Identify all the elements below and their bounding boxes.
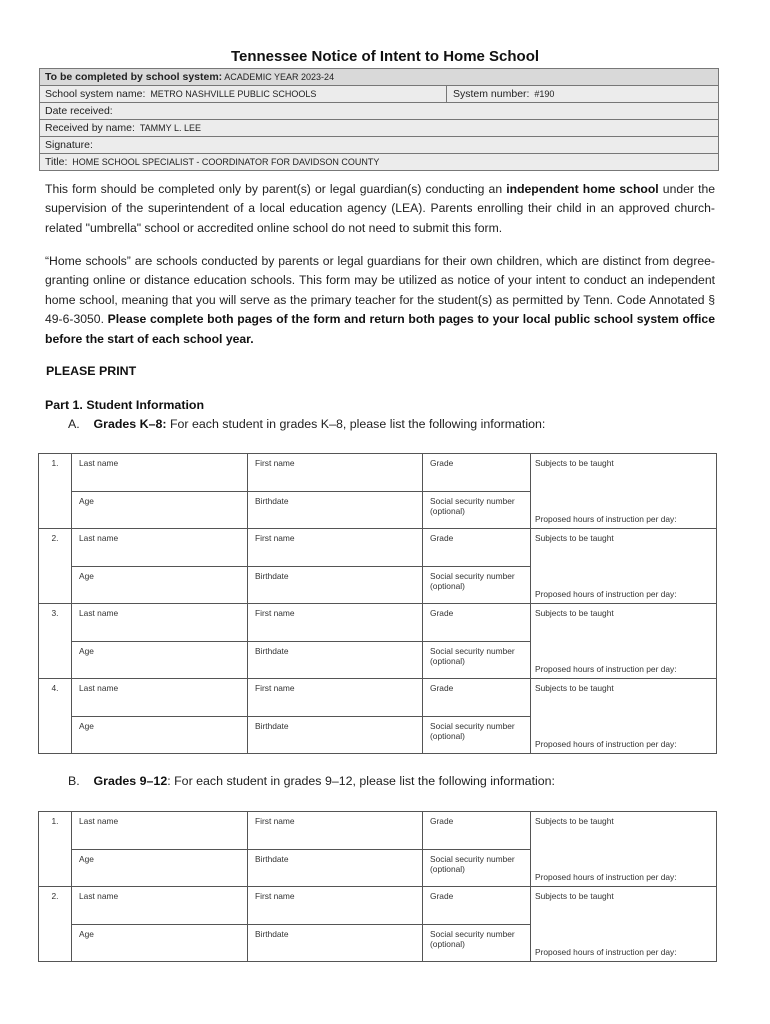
age-field[interactable]: Age [72, 566, 248, 604]
hours-label: Proposed hours of instruction per day: [535, 589, 677, 599]
system-number-cell[interactable] [447, 86, 718, 102]
signature-label: Signature: [45, 139, 93, 151]
student-row-top [39, 887, 717, 925]
birthdate-field[interactable]: Birthdate [248, 566, 423, 604]
intro-p1-bold: independent home school [506, 182, 659, 196]
hours-label: Proposed hours of instruction per day: [535, 947, 677, 957]
first-name-field[interactable]: First name [248, 812, 423, 850]
intro-paragraph-1 [45, 180, 715, 238]
subjects-label: Subjects to be taught [535, 533, 614, 543]
grade-field[interactable]: Grade [423, 812, 531, 850]
grades-k8-prefix: A. [68, 417, 80, 431]
date-received-row[interactable] [40, 103, 718, 120]
subjects-field[interactable] [531, 887, 717, 962]
subjects-field[interactable] [531, 604, 717, 679]
ssn-field[interactable]: Social security number (optional) [423, 849, 531, 887]
last-name-field[interactable]: Last name [72, 529, 248, 567]
age-field[interactable]: Age [72, 849, 248, 887]
birthdate-field[interactable]: Birthdate [248, 924, 423, 962]
ssn-field[interactable]: Social security number (optional) [423, 716, 531, 754]
system-number-label: System number: [453, 88, 530, 100]
first-name-field[interactable]: First name [248, 529, 423, 567]
received-by-row[interactable] [40, 120, 718, 137]
hours-label: Proposed hours of instruction per day: [535, 514, 677, 524]
intro-paragraph-2 [45, 252, 715, 349]
completed-by-label: To be completed by school system: [45, 71, 223, 83]
grades-hs-label: Grades 9–12 [93, 774, 168, 788]
completed-by-row [40, 69, 718, 86]
ssn-field[interactable]: Social security number (optional) [423, 924, 531, 962]
title-label: Title: [45, 156, 68, 168]
birthdate-field[interactable]: Birthdate [248, 849, 423, 887]
intro-p1-text-a: This form should be completed only by parent(s) or legal guardian(s) conducting an [45, 182, 503, 196]
title-value: HOME SCHOOL SPECIALIST - COORDINATOR FOR DAVIDSON COUNTY [72, 157, 380, 167]
last-name-field[interactable]: Last name [72, 604, 248, 642]
student-row-top [39, 812, 717, 850]
age-field[interactable]: Age [72, 641, 248, 679]
birthdate-field[interactable]: Birthdate [248, 641, 423, 679]
hours-label: Proposed hours of instruction per day: [535, 664, 677, 674]
system-name-cell[interactable] [40, 86, 447, 102]
grades-k8-table [38, 453, 717, 754]
last-name-field[interactable]: Last name [72, 454, 248, 492]
school-system-section [39, 68, 719, 171]
ssn-field[interactable]: Social security number (optional) [423, 491, 531, 529]
subjects-field[interactable] [531, 812, 717, 887]
date-received-label: Date received: [45, 105, 113, 117]
first-name-field[interactable]: First name [248, 887, 423, 925]
hours-label: Proposed hours of instruction per day: [535, 739, 677, 749]
student-number: 3. [39, 604, 72, 679]
student-row-top [39, 529, 717, 567]
ssn-field[interactable]: Social security number (optional) [423, 641, 531, 679]
subjects-label: Subjects to be taught [535, 683, 614, 693]
student-number: 2. [39, 529, 72, 604]
grade-field[interactable]: Grade [423, 529, 531, 567]
age-field[interactable]: Age [72, 716, 248, 754]
title-row[interactable] [40, 154, 718, 170]
intro-p1-text-b: under the supervision of the superintendent of a local education agency (LEA). Parents enrolling their child in an approved church-related "umbrella" school or accredited online school do not need to submit this form. [45, 182, 716, 235]
student-number: 1. [39, 812, 72, 887]
system-name-row [40, 86, 718, 103]
grades-9-12-table [38, 811, 717, 962]
grades-hs-text: : For each student in grades 9–12, please list the following information: [167, 774, 555, 788]
age-field[interactable]: Age [72, 491, 248, 529]
signature-row[interactable] [40, 137, 718, 154]
grades-k8-instruction [68, 417, 545, 431]
birthdate-field[interactable]: Birthdate [248, 716, 423, 754]
first-name-field[interactable]: First name [248, 679, 423, 717]
last-name-field[interactable]: Last name [72, 679, 248, 717]
student-number: 2. [39, 887, 72, 962]
student-number: 1. [39, 454, 72, 529]
ssn-field[interactable]: Social security number (optional) [423, 566, 531, 604]
subjects-label: Subjects to be taught [535, 891, 614, 901]
student-number: 4. [39, 679, 72, 754]
grades-k8-text: For each student in grades K–8, please list the following information: [169, 417, 546, 431]
subjects-label: Subjects to be taught [535, 608, 614, 618]
student-row-top [39, 604, 717, 642]
part1-heading: Part 1. Student Information [45, 398, 205, 412]
intro-p2-bold: Please complete both pages of the form and return both pages to your local public school system office before the start of each school year. [45, 312, 715, 346]
grades-9-12-instruction [68, 774, 555, 788]
birthdate-field[interactable]: Birthdate [248, 491, 423, 529]
grade-field[interactable]: Grade [423, 454, 531, 492]
grade-field[interactable]: Grade [423, 604, 531, 642]
first-name-field[interactable]: First name [248, 454, 423, 492]
subjects-field[interactable] [531, 529, 717, 604]
form-title: Tennessee Notice of Intent to Home School [230, 48, 540, 65]
student-row-top [39, 454, 717, 492]
first-name-field[interactable]: First name [248, 604, 423, 642]
last-name-field[interactable]: Last name [72, 812, 248, 850]
system-name-value: METRO NASHVILLE PUBLIC SCHOOLS [150, 89, 317, 99]
received-by-value: TAMMY L. LEE [139, 123, 201, 133]
grades-hs-prefix: B. [68, 774, 80, 788]
hours-label: Proposed hours of instruction per day: [535, 872, 677, 882]
grades-k8-label: Grades K–8: [93, 417, 167, 431]
age-field[interactable]: Age [72, 924, 248, 962]
subjects-label: Subjects to be taught [535, 458, 614, 468]
system-name-label: School system name: [45, 88, 146, 100]
subjects-label: Subjects to be taught [535, 816, 614, 826]
student-row-top [39, 679, 717, 717]
grade-field[interactable]: Grade [423, 679, 531, 717]
please-print-label: PLEASE PRINT [46, 364, 137, 378]
received-by-label: Received by name: [45, 122, 135, 134]
subjects-field[interactable] [531, 679, 717, 754]
last-name-field[interactable]: Last name [72, 887, 248, 925]
subjects-field[interactable] [531, 454, 717, 529]
grade-field[interactable]: Grade [423, 887, 531, 925]
intro-p2-text: “Home schools” are schools conducted by parents or legal guardians for their own children, which are distinct from degree-granting online or distance education schools. This form may be utilized as notice of your intent to conduct an independent home school, meaning that you will serve as the primary teacher for the student(s) as permitted by Tenn. Code Annotated § 49-6-3050. [45, 254, 715, 327]
academic-year: ACADEMIC YEAR 2023-24 [224, 72, 335, 82]
system-number-value: #190 [534, 89, 555, 99]
